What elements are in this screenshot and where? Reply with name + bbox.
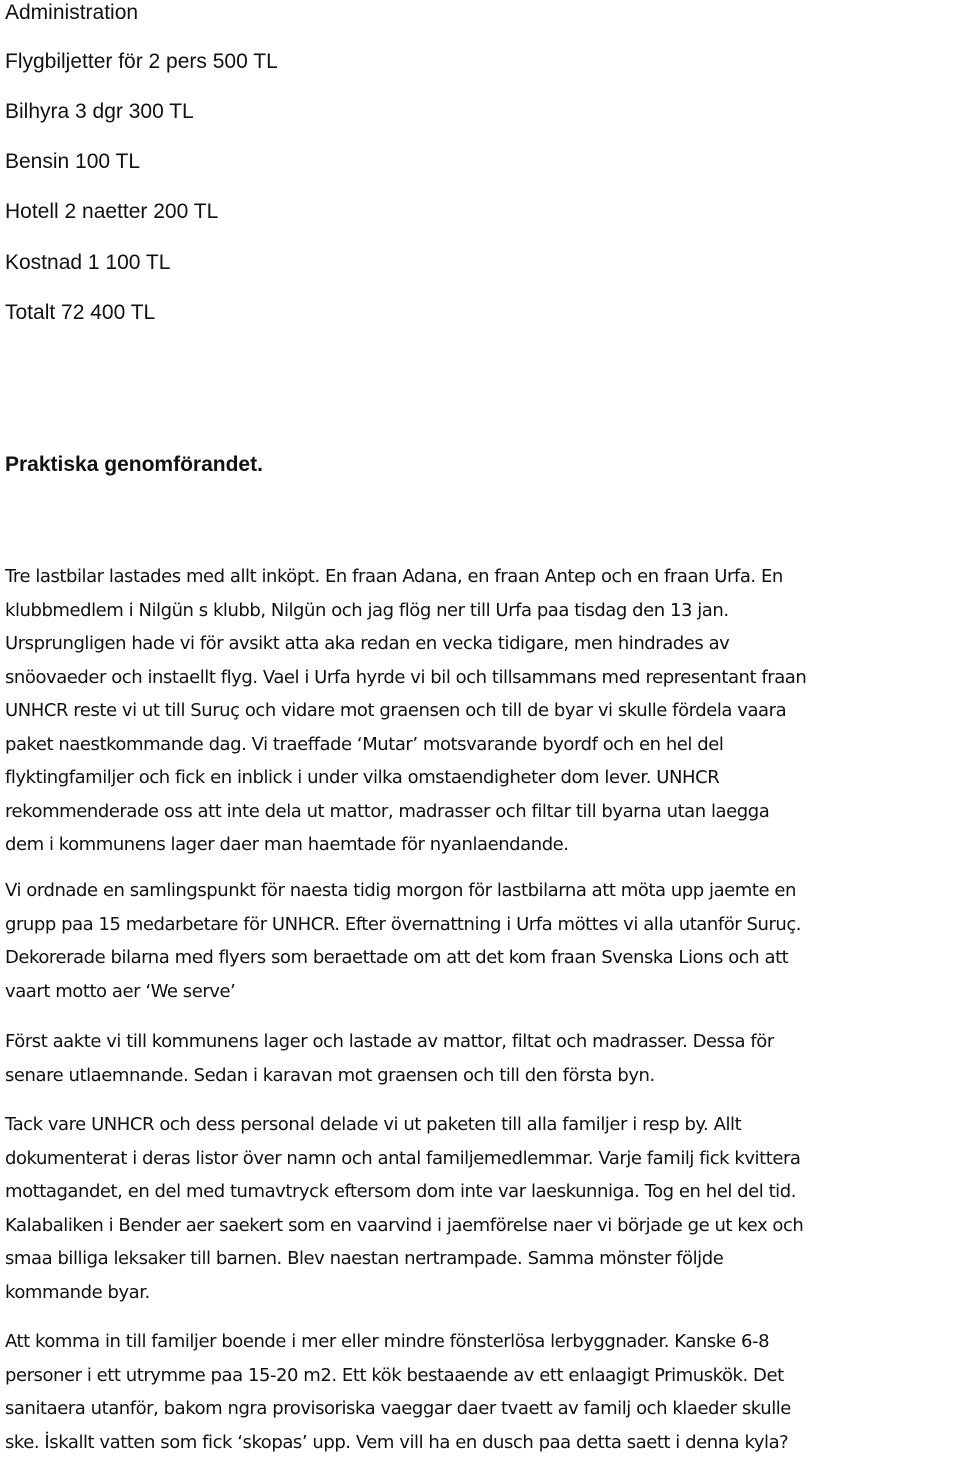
paragraph-line: UNHCR reste vi ut till Suruç och vidare mot graensen och till de byar vi skulle fördela vaara — [5, 694, 806, 728]
paragraph-5 — [5, 1325, 791, 1459]
paragraph-line: grupp paa 15 medarbetare för UNHCR. Efter övernattning i Urfa möttes vi alla utanför Suruç. — [5, 908, 801, 942]
paragraph-line: Kalabaliken i Bender aer saekert som en vaarvind i jaemförelse naer vi började ge ut kex och — [5, 1209, 803, 1243]
budget-item-total: Totalt 72 400 TL — [5, 300, 155, 325]
paragraph-4 — [5, 1108, 803, 1309]
paragraph-line: mottagandet, en del med tumavtryck eftersom dom inte var laeskunniga. Tog en hel del tid. — [5, 1175, 803, 1209]
paragraph-line: flyktingfamiljer och fick en inblick i under vilka omstaendigheter dom lever. UNHCR — [5, 761, 806, 795]
paragraph-line: Först aakte vi till kommunens lager och lastade av mattor, filtat och madrasser. Dessa för — [5, 1025, 774, 1059]
paragraph-line: Att komma in till familjer boende i mer eller mindre fönsterlösa lerbyggnader. Kanske 6-8 — [5, 1325, 791, 1359]
paragraph-line: Tre lastbilar lastades med allt inköpt. En fraan Adana, en fraan Antep och en fraan Urfa. En — [5, 560, 806, 594]
paragraph-line: snöovaeder och instaellt flyg. Vael i Urfa hyrde vi bil och tillsammans med representant fraan — [5, 661, 806, 695]
paragraph-line: smaa billiga leksaker till barnen. Blev naestan nertrampade. Samma mönster följde — [5, 1242, 803, 1276]
paragraph-line: Tack vare UNHCR och dess personal delade vi ut paketen till alla familjer i resp by. Allt — [5, 1108, 803, 1142]
paragraph-line: dokumenterat i deras listor över namn och antal familjemedlemmar. Varje familj fick kvittera — [5, 1142, 803, 1176]
paragraph-line: vaart motto aer ‘We serve’ — [5, 975, 801, 1009]
section-title: Praktiska genomförandet. — [5, 452, 263, 477]
budget-item-flights: Flygbiljetter för 2 pers 500 TL — [5, 49, 278, 74]
paragraph-line: rekommenderade oss att inte dela ut mattor, madrasser och filtar till byarna utan laegga — [5, 795, 806, 829]
paragraph-1 — [5, 560, 806, 862]
paragraph-line: dem i kommunens lager daer man haemtade för nyanlaendande. — [5, 828, 806, 862]
paragraph-line: Vi ordnade en samlingspunkt för naesta tidig morgon för lastbilarna att möta upp jaemte en — [5, 874, 801, 908]
paragraph-line: sanitaera utanför, bakom ngra provisoriska vaeggar daer tvaett av familj och klaeder skulle — [5, 1392, 791, 1426]
paragraph-line: paket naestkommande dag. Vi traeffade ‘Mutar’ motsvarande byordf och en hel del — [5, 728, 806, 762]
budget-item-car-rental: Bilhyra 3 dgr 300 TL — [5, 99, 194, 124]
budget-item-cost: Kostnad 1 100 TL — [5, 250, 170, 275]
paragraph-3 — [5, 1025, 774, 1092]
paragraph-line: Dekorerade bilarna med flyers som beraettade om att det kom fraan Svenska Lions och att — [5, 941, 801, 975]
paragraph-line: kommande byar. — [5, 1276, 803, 1310]
paragraph-line: klubbmedlem i Nilgün s klubb, Nilgün och jag flög ner till Urfa paa tisdag den 13 jan. — [5, 594, 806, 628]
budget-item-fuel: Bensin 100 TL — [5, 149, 140, 174]
paragraph-line: ske. İskallt vatten som fick ‘skopas’ upp. Vem vill ha en dusch paa detta saett i denna kyla? — [5, 1426, 791, 1459]
paragraph-line: Ursprungligen hade vi för avsikt atta aka redan en vecka tidigare, men hindrades av — [5, 627, 806, 661]
budget-heading: Administration — [5, 0, 138, 25]
paragraph-line: personer i ett utrymme paa 15-20 m2. Ett kök bestaaende av ett enlaagigt Primuskök. Det — [5, 1359, 791, 1393]
paragraph-2 — [5, 874, 801, 1008]
paragraph-line: senare utlaemnande. Sedan i karavan mot graensen och till den första byn. — [5, 1059, 774, 1093]
budget-item-hotel: Hotell 2 naetter 200 TL — [5, 199, 218, 224]
